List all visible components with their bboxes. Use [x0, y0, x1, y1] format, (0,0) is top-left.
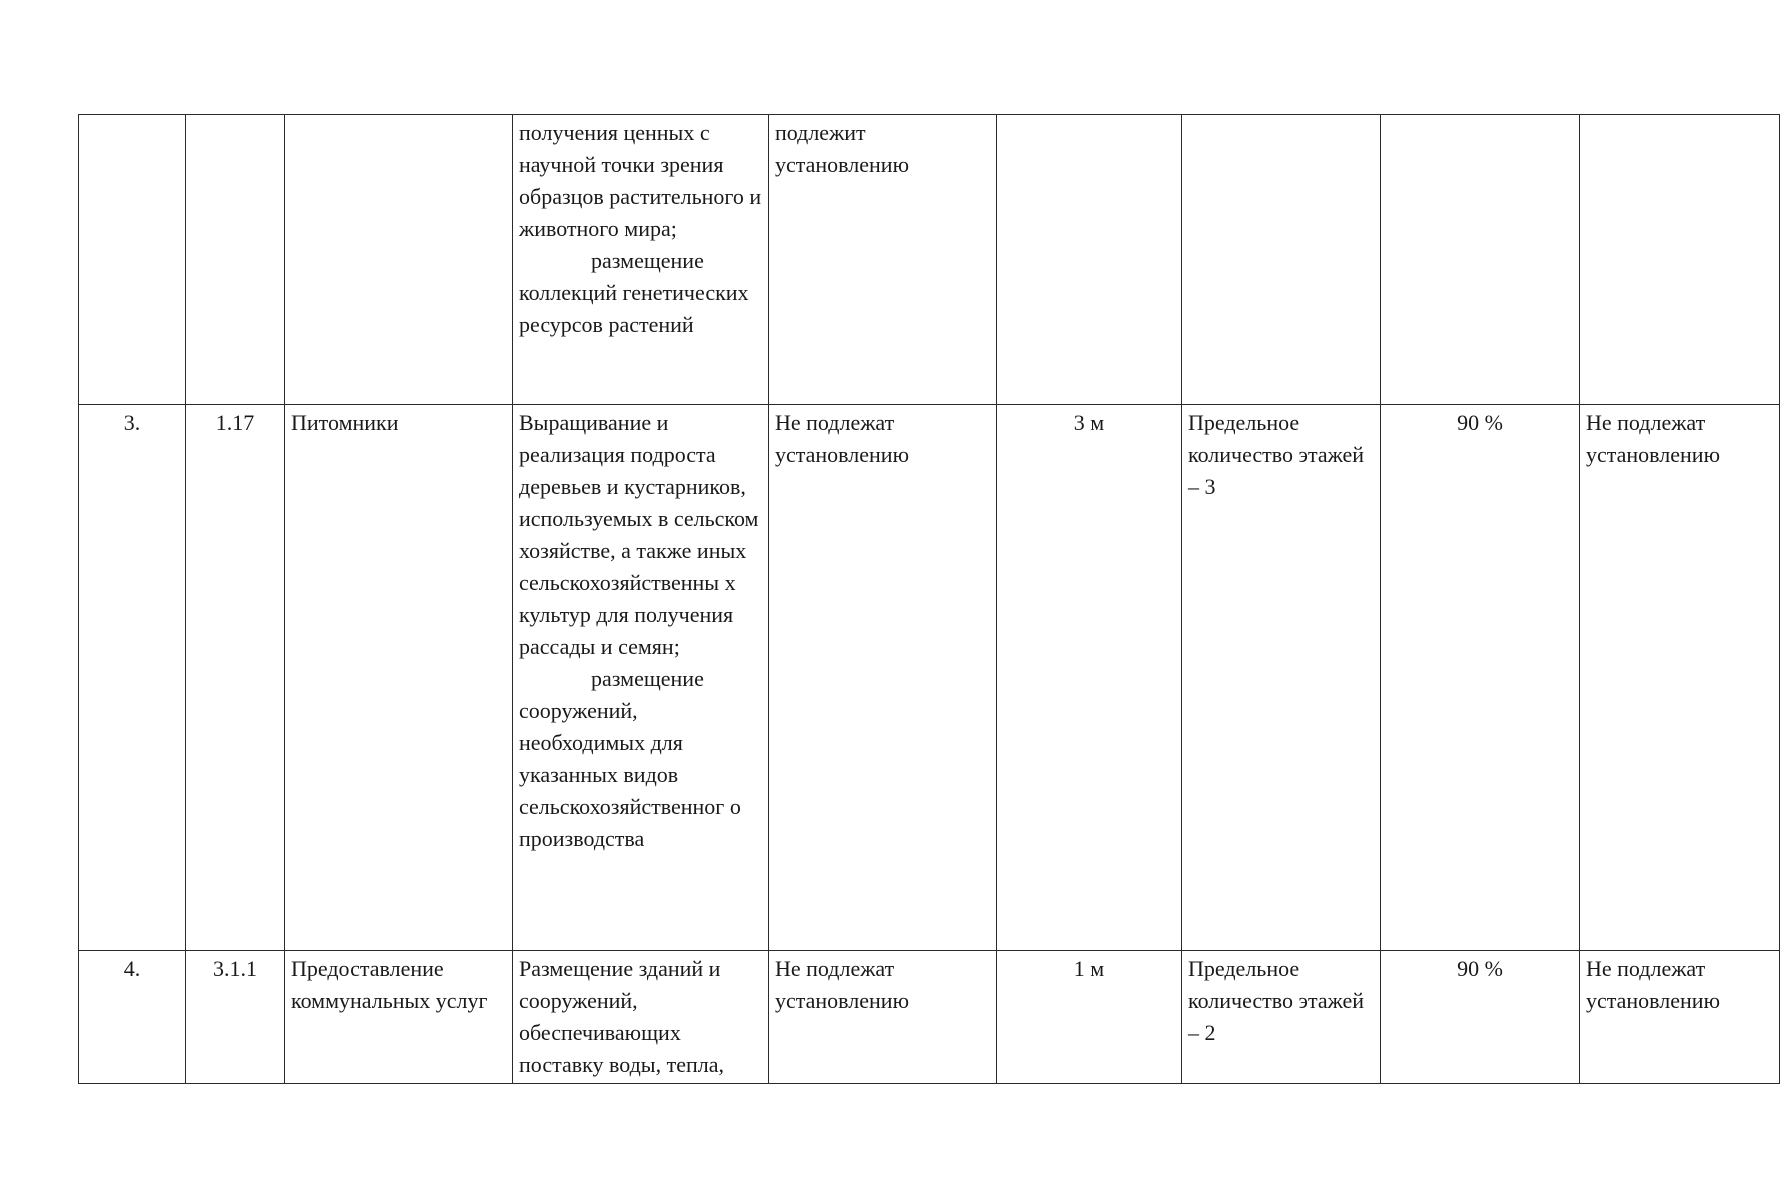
setback-cell: 1 м — [997, 951, 1182, 1084]
row-number-cell — [79, 115, 186, 405]
use-description-cell — [513, 951, 769, 1084]
setback-cell — [997, 115, 1182, 405]
floors-cell: Предельное количество этажей – 2 — [1182, 951, 1381, 1084]
other-params-cell: Не подлежат установлению — [1580, 951, 1780, 1084]
coverage-cell: 90 % — [1381, 405, 1580, 951]
use-code-cell — [186, 115, 285, 405]
use-name-cell: Питомники — [285, 405, 513, 951]
use-description-cell — [513, 115, 769, 405]
description-paragraph: Выращивание и реализация подроста деревьев и кустарников, используемых в сельском хозяйстве, а также иных сельскохозяйственны х культур для получения рассады и семян; — [519, 410, 759, 659]
use-description-cell — [513, 405, 769, 951]
land-use-regulations-table — [78, 114, 1780, 1084]
use-code-cell: 1.17 — [186, 405, 285, 951]
floors-cell — [1182, 115, 1381, 405]
table-row — [79, 951, 1780, 1084]
coverage-cell — [1381, 115, 1580, 405]
description-paragraph: размещение коллекций генетических ресурсов растений — [519, 248, 749, 337]
description-paragraph: размещение сооружений, необходимых для указанных видов сельскохозяйственног о производства — [519, 666, 741, 851]
table-row — [79, 405, 1780, 951]
row-number-cell: 4. — [79, 951, 186, 1084]
use-name-cell — [285, 115, 513, 405]
plot-area-cell: подлежит установлению — [769, 115, 997, 405]
description-paragraph: получения ценных с научной точки зрения образцов растительного и животного мира; — [519, 120, 762, 241]
use-name-cell: Предоставление коммунальных услуг — [285, 951, 513, 1084]
table-row — [79, 115, 1780, 405]
floors-cell: Предельное количество этажей – 3 — [1182, 405, 1381, 951]
plot-area-cell: Не подлежат установлению — [769, 405, 997, 951]
other-params-cell — [1580, 115, 1780, 405]
use-code-cell: 3.1.1 — [186, 951, 285, 1084]
description-paragraph: Размещение зданий и сооружений, обеспечивающих поставку воды, тепла, — [519, 956, 724, 1077]
row-number-cell: 3. — [79, 405, 186, 951]
coverage-cell: 90 % — [1381, 951, 1580, 1084]
setback-cell: 3 м — [997, 405, 1182, 951]
plot-area-cell: Не подлежат установлению — [769, 951, 997, 1084]
other-params-cell: Не подлежат установлению — [1580, 405, 1780, 951]
